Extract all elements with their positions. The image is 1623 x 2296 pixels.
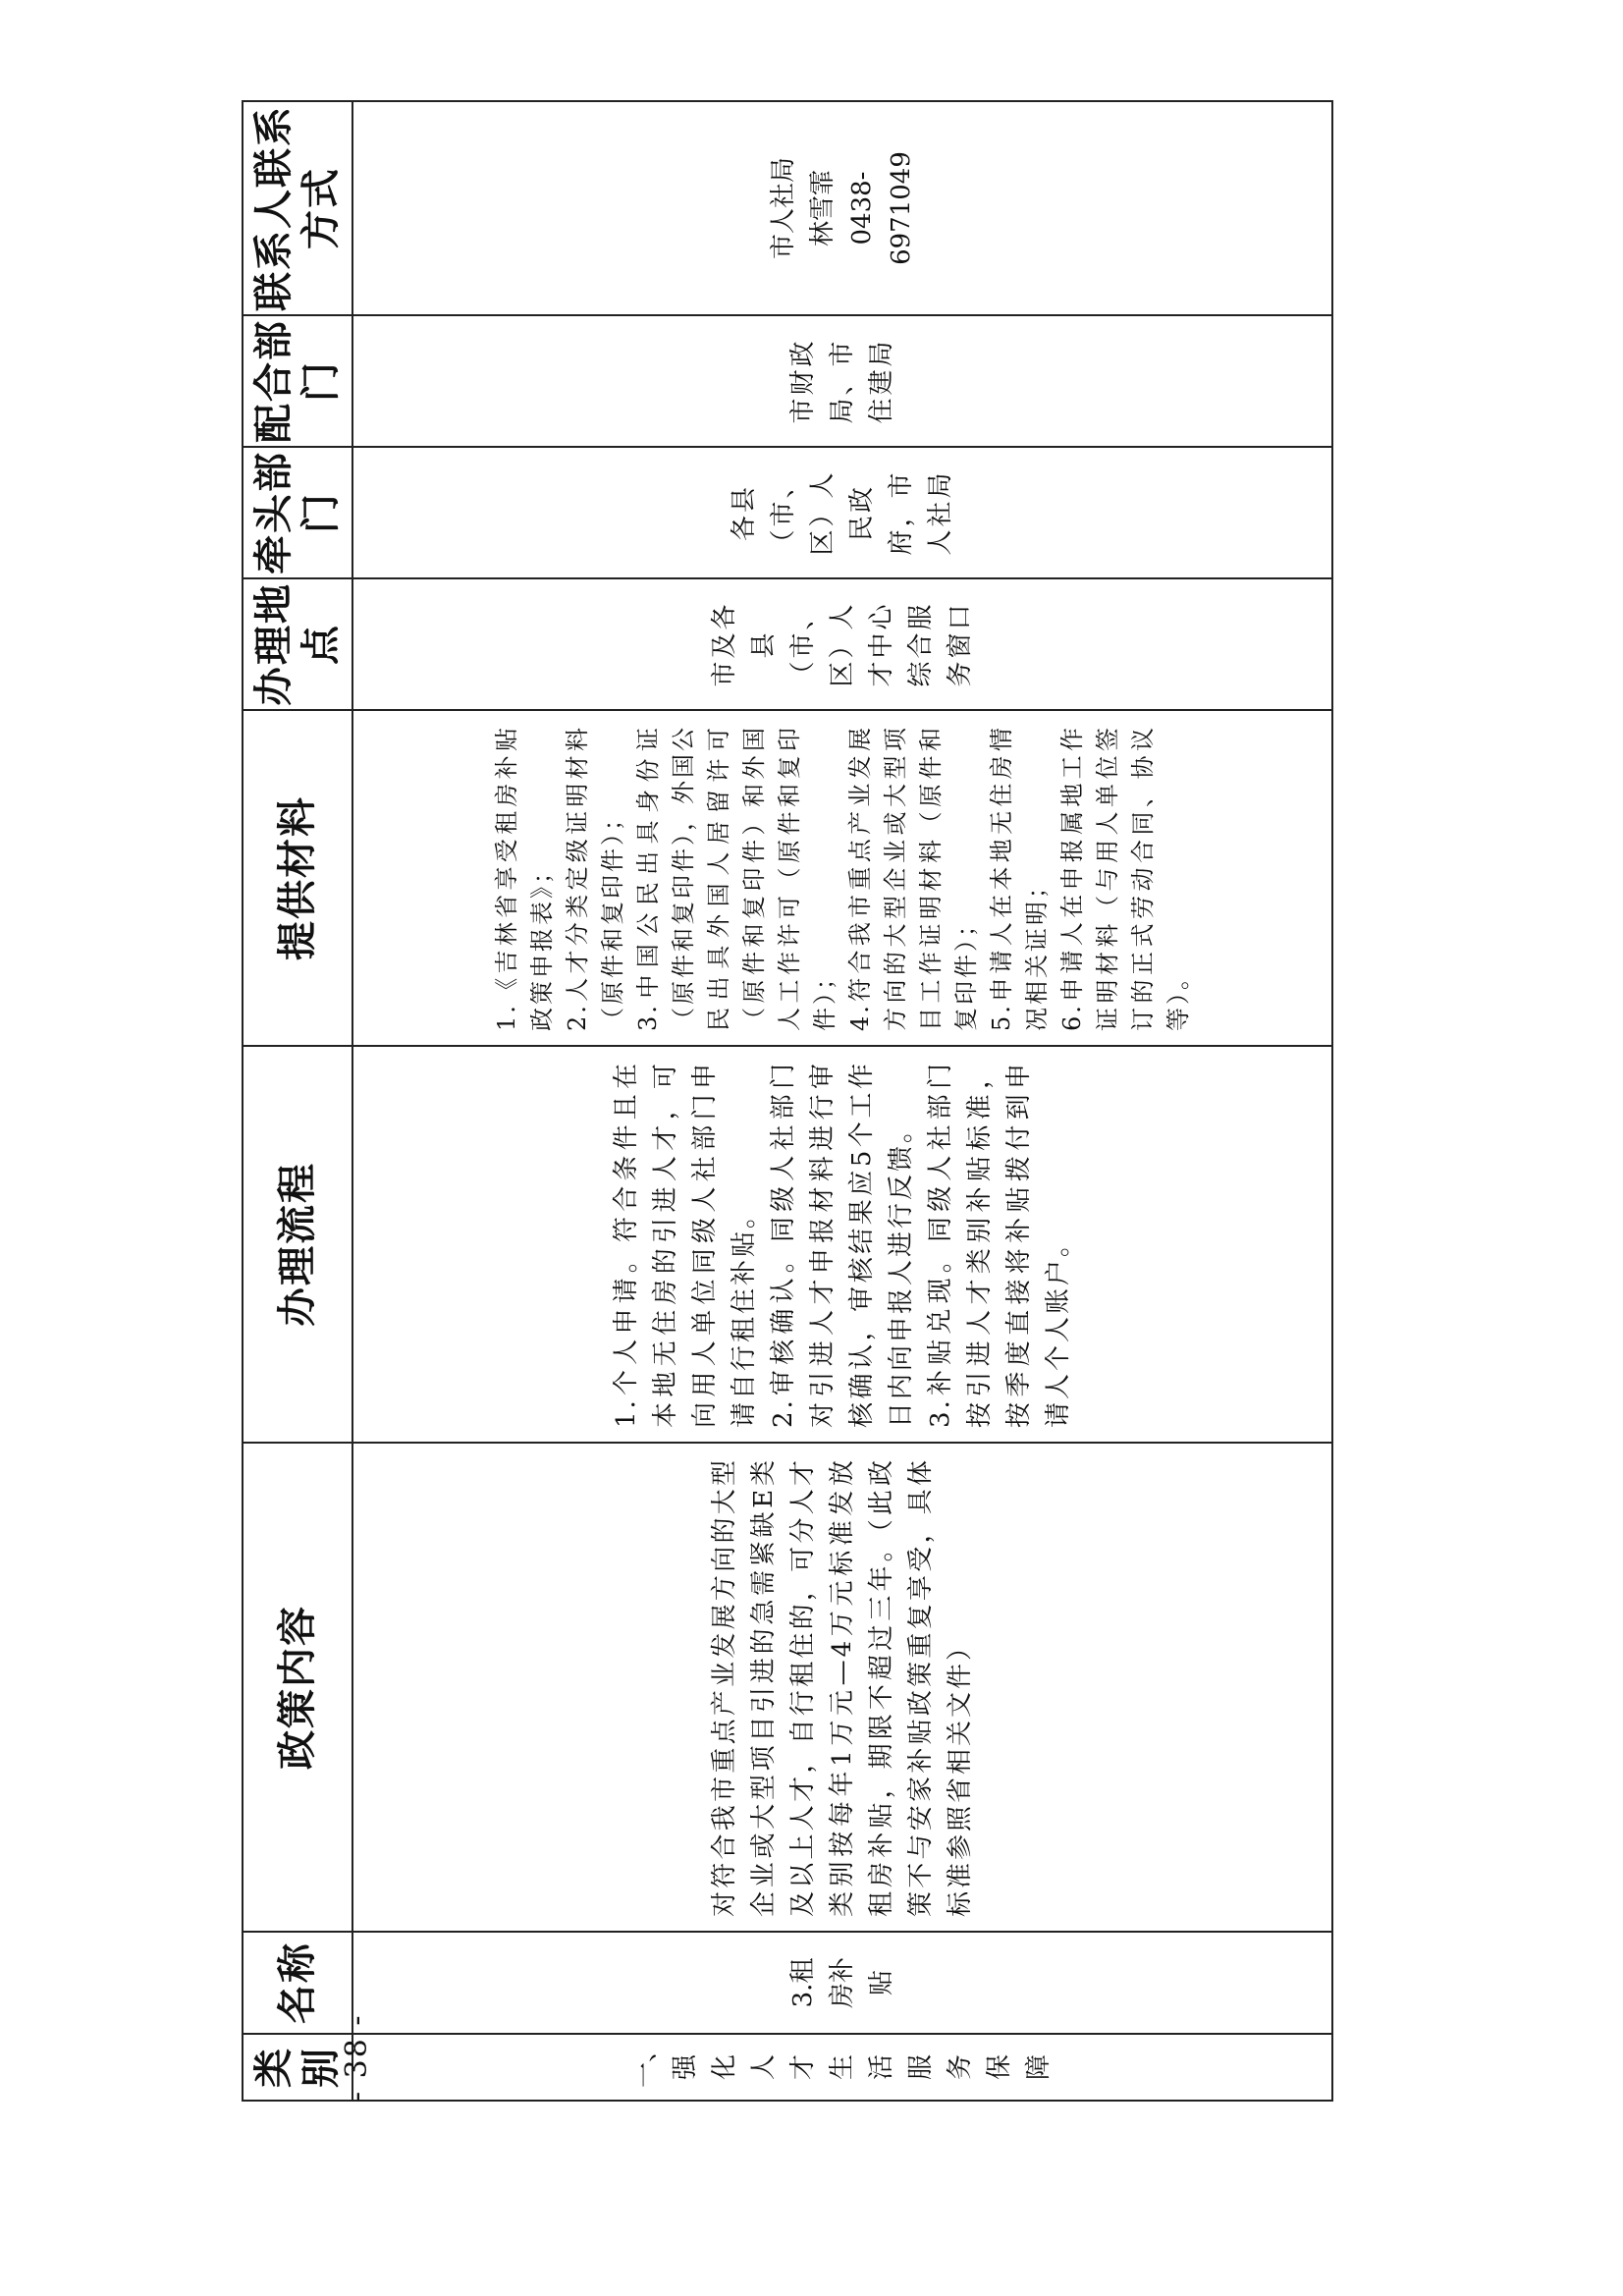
material-item-5: 5.申请人在本地无住房情况相关证明； bbox=[988, 725, 1051, 1031]
contact-block bbox=[764, 102, 921, 314]
header-policy: 政策内容 bbox=[243, 1443, 352, 1932]
cell-lead-dept bbox=[352, 447, 1332, 578]
lead-dept-text: 各县（市、区）人民政府，市人社局 bbox=[730, 469, 955, 556]
page-number: - 38 - bbox=[340, 2013, 374, 2102]
header-process: 办理流程 bbox=[243, 1046, 352, 1443]
contact-person: 林雪霏 bbox=[808, 170, 838, 247]
header-materials: 提供材料 bbox=[243, 710, 352, 1046]
location-text: 市及各县（市、区）人才中心综合服务窗口 bbox=[710, 601, 975, 687]
contact-phone-1: 0438- bbox=[847, 171, 877, 246]
process-list bbox=[597, 1047, 1088, 1442]
cell-location bbox=[352, 578, 1332, 710]
category-text: 一、强化人才生活服务保障 bbox=[631, 2036, 1054, 2088]
material-item-1: 1.《吉林省享受租房补贴政策申报表》； bbox=[493, 725, 556, 1031]
cell-contact bbox=[352, 101, 1332, 315]
cell-coop-dept bbox=[352, 315, 1332, 447]
cell-materials bbox=[352, 710, 1332, 1046]
header-category: 类别 bbox=[243, 2034, 352, 2101]
cell-name bbox=[352, 1932, 1332, 2034]
materials-list bbox=[479, 711, 1206, 1045]
contact-phone-2: 6971049 bbox=[887, 151, 916, 265]
process-step-2: 2.审核确认。同级人社部门对引进人才申报材料进行审核确认，审核结果应5个工作日内向申报人进行反馈。 bbox=[769, 1061, 916, 1428]
coop-dept-text: 市财政局、市住建局 bbox=[788, 338, 896, 424]
material-item-2: 2.人才分类定级证明材料（原件和复印件）； bbox=[564, 725, 626, 1031]
process-step-1: 1.个人申请。符合条件且在本地无住房的引进人才，可向用人单位同级人社部门申请自行租住补贴。 bbox=[612, 1061, 759, 1428]
cell-policy bbox=[352, 1443, 1332, 1932]
header-row bbox=[243, 101, 352, 2101]
material-item-4: 4.符合我市重点产业发展方向的大型企业或大型项目工作证明材料（原件和复印件）； bbox=[846, 725, 980, 1031]
header-lead-dept: 牵头部门 bbox=[243, 447, 352, 578]
rotated-table-stage bbox=[242, 105, 1333, 2102]
material-item-3: 3.中国公民出具身份证（原件和复印件），外国公民出具外国人居留许可（原件和复印件）和外国人工作许可（原件和复印件）； bbox=[634, 725, 839, 1031]
material-item-6: 6.申请人在申报属地工作证明材料（与用人单位签订的正式劳动合同、协议等）。 bbox=[1058, 725, 1192, 1031]
cell-process bbox=[352, 1046, 1332, 1443]
cell-category bbox=[352, 2034, 1332, 2101]
header-coop-dept: 配合部门 bbox=[243, 315, 352, 447]
data-row bbox=[352, 101, 1332, 2101]
policy-text: 对符合我市重点产业发展方向的大型企业或大型项目引进的急需紧缺E类及以上人才，自行租住的，可分人才类别按每年1万元—4万元标准发放租房补贴，期限不超过三年。（此政策不与安家补贴政策重复享受，具体标准参照省相关文件） bbox=[710, 1457, 975, 1917]
header-contact: 联系人联系方式 bbox=[243, 101, 352, 315]
name-text: 3.租房补贴 bbox=[788, 1957, 896, 2009]
header-location: 办理地点 bbox=[243, 578, 352, 710]
header-name: 名称 bbox=[243, 1932, 352, 2034]
policy-table bbox=[242, 100, 1333, 2102]
contact-org: 市人社局 bbox=[769, 157, 798, 260]
process-step-3: 3.补贴兑现。同级人社部门按引进人才类别补贴标准，按季度直接将补贴拨付到申请人个人账户。 bbox=[926, 1061, 1073, 1428]
